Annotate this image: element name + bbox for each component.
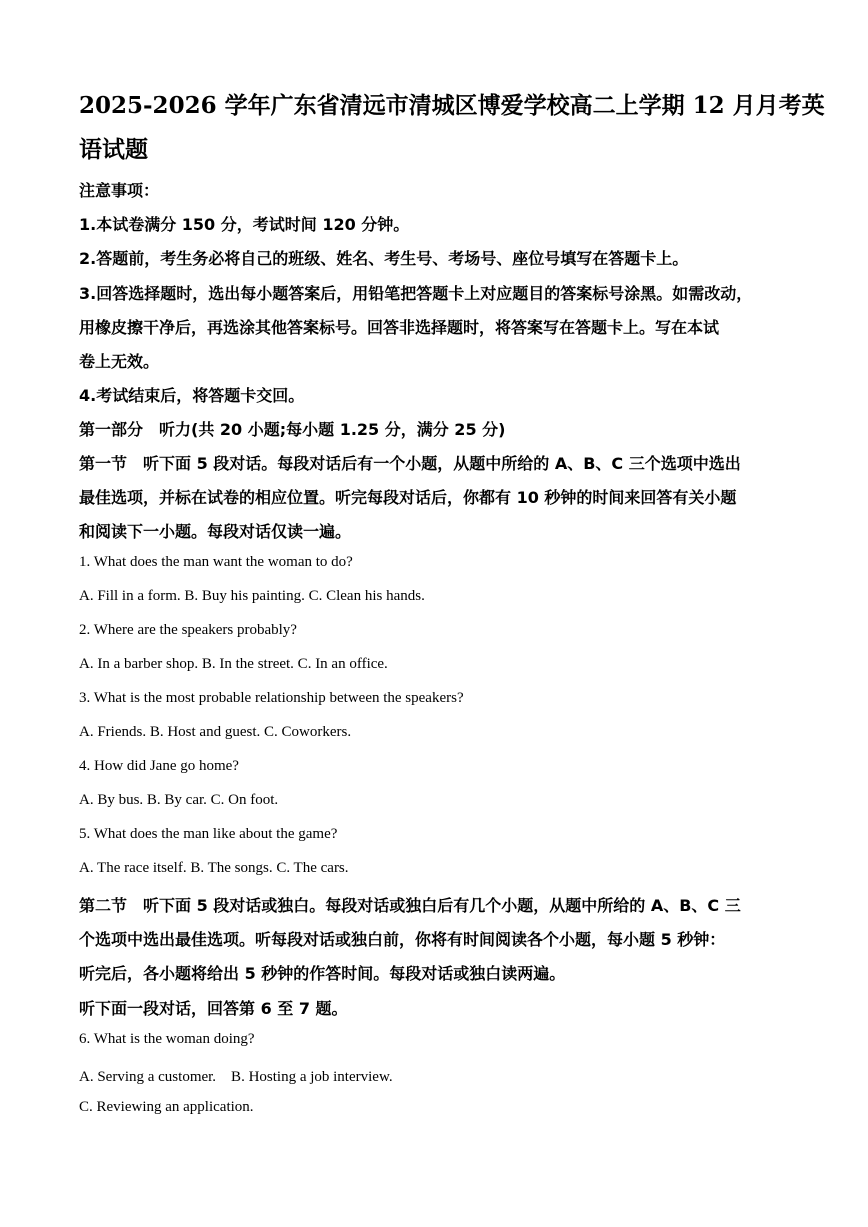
notice-item: 3.回答选择题时，选出每小题答案后，用铅笔把答题卡上对应题目的答案标号涂黑。如需改动， bbox=[79, 284, 753, 303]
notice-item: 1.本试卷满分 150 分，考试时间 120 分钟。 bbox=[79, 215, 410, 234]
question-options: A. Serving a customer. B. Hosting a job interview. bbox=[79, 1069, 393, 1085]
exam-title-line-1: 2025-2026 学年广东省清远市清城区博爱学校高二上学期 12 月月考英 bbox=[79, 92, 825, 119]
notice-item: 卷上无效。 bbox=[79, 352, 160, 371]
question-text: 6. What is the woman doing? bbox=[79, 1031, 255, 1047]
section1-instruction: 和阅读下一小题。每段对话仅读一遍。 bbox=[79, 522, 352, 541]
section2-instruction: 第二节 听下面 5 段对话或独白。每段对话或独白后有几个小题，从题中所给的 A、B、C 三 bbox=[79, 896, 741, 915]
notice-item: 2.答题前，考生务必将自己的班级、姓名、考生号、考场号、座位号填写在答题卡上。 bbox=[79, 249, 689, 268]
question-text: 2. Where are the speakers probably? bbox=[79, 622, 297, 638]
question-options: A. Fill in a form. B. Buy his painting. C. Clean his hands. bbox=[79, 588, 425, 604]
section2-instruction: 听完后，各小题将给出 5 秒钟的作答时间。每段对话或独白读两遍。 bbox=[79, 964, 566, 983]
question-options: C. Reviewing an application. bbox=[79, 1099, 254, 1115]
question-options: A. Friends. B. Host and guest. C. Coworkers. bbox=[79, 724, 352, 740]
notice-item: 用橡皮擦干净后，再选涂其他答案标号。回答非选择题时，将答案写在答题卡上。写在本试 bbox=[79, 318, 720, 337]
notice-item: 4.考试结束后，将答题卡交回。 bbox=[79, 386, 305, 405]
dialog-intro: 听下面一段对话，回答第 6 至 7 题。 bbox=[79, 999, 348, 1018]
section2-instruction: 个选项中选出最佳选项。听每段对话或独白前，你将有时间阅读各个小题，每小题 5 秒钟： bbox=[79, 930, 726, 949]
section1-instruction: 最佳选项，并标在试卷的相应位置。听完每段对话后，你都有 10 秒钟的时间来回答有关小题 bbox=[79, 488, 737, 507]
section1-instruction: 第一节 听下面 5 段对话。每段对话后有一个小题，从题中所给的 A、B、C 三个选项中选出 bbox=[79, 454, 741, 473]
question-text: 5. What does the man like about the game? bbox=[79, 826, 338, 842]
question-options: A. By bus. B. By car. C. On foot. bbox=[79, 792, 279, 808]
question-text: 4. How did Jane go home? bbox=[79, 758, 239, 774]
notice-heading: 注意事项： bbox=[79, 181, 160, 200]
question-options: A. In a barber shop. B. In the street. C. In an office. bbox=[79, 656, 388, 672]
question-text: 1. What does the man want the woman to do? bbox=[79, 554, 353, 570]
question-options: A. The race itself. B. The songs. C. The cars. bbox=[79, 860, 349, 876]
question-text: 3. What is the most probable relationship between the speakers? bbox=[79, 690, 464, 706]
part1-heading: 第一部分 听力(共 20 小题;每小题 1.25 分，满分 25 分) bbox=[79, 420, 506, 439]
exam-title-line-2: 语试题 bbox=[79, 136, 148, 163]
